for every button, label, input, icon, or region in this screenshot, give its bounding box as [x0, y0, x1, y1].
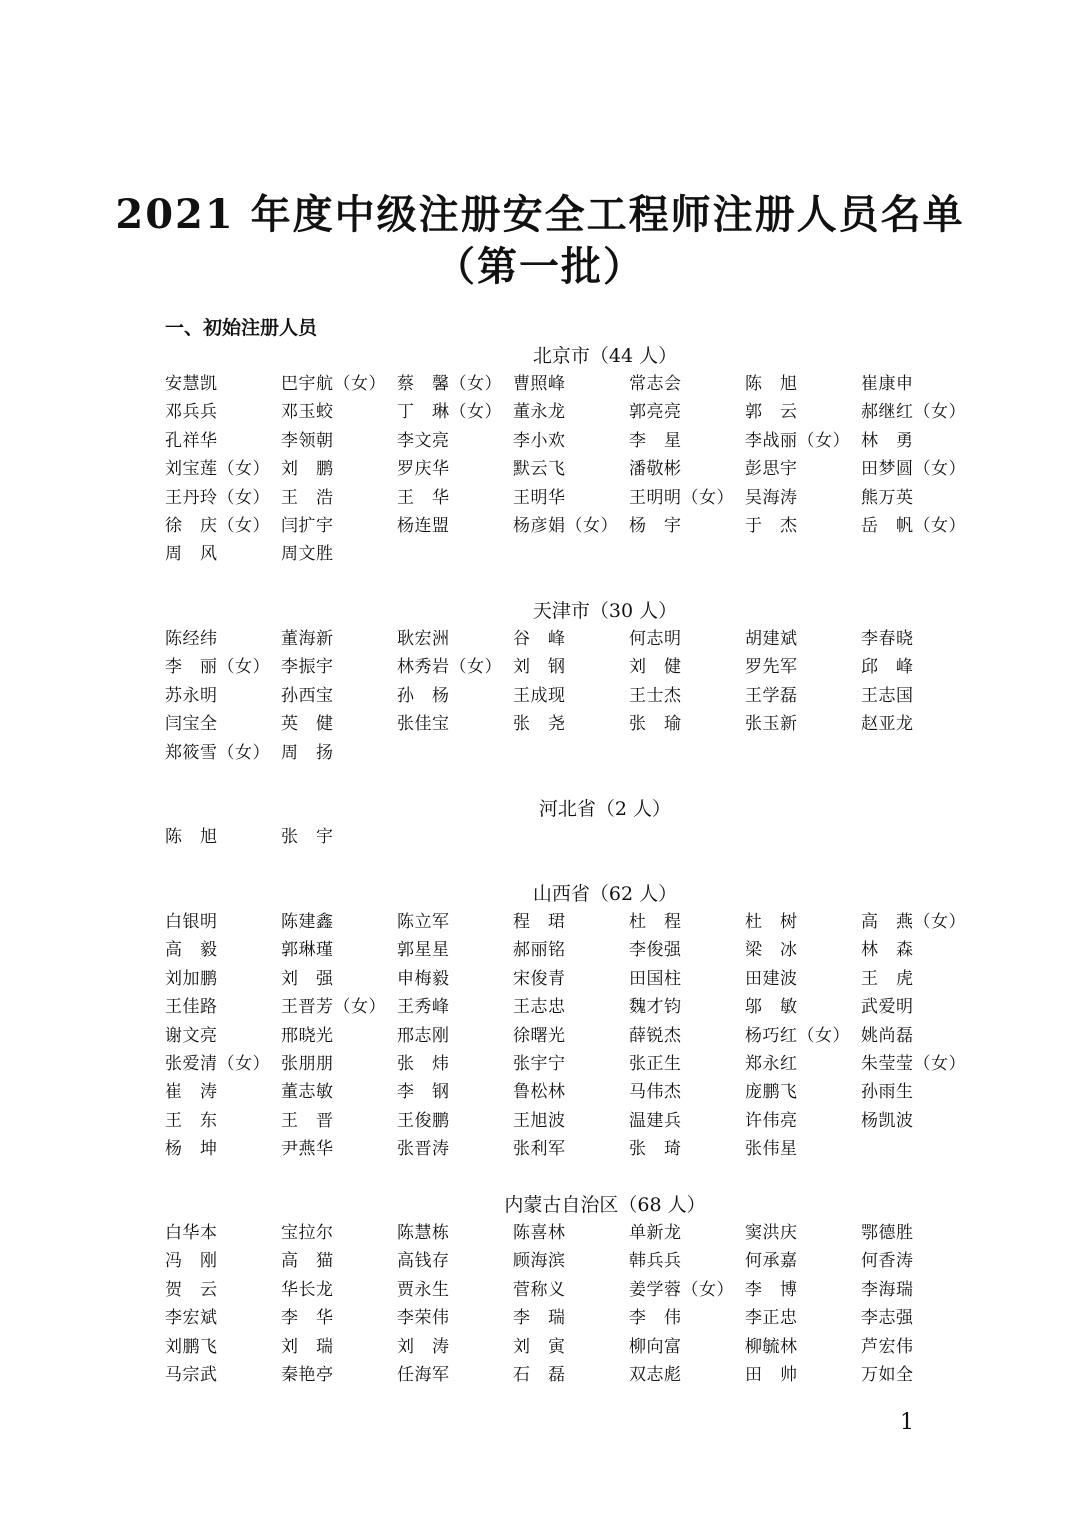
part-heading: 一、初始注册人员	[165, 317, 318, 339]
section-tianjin	[165, 597, 985, 767]
person-name: 双志彪	[629, 1364, 682, 1385]
section-hebei	[165, 795, 985, 851]
person-name: 孙西宝	[281, 685, 334, 706]
person-name: 郝丽铭	[513, 940, 566, 961]
person-name: 陈建鑫	[281, 912, 334, 932]
person-name: 杨彦娟（女）	[513, 515, 618, 536]
person-name: 李小欢	[513, 430, 566, 451]
person-name: 张爱清（女）	[165, 1053, 270, 1074]
person-name: 曹照峰	[513, 374, 566, 394]
person-name: 杨 坤	[165, 1139, 218, 1160]
person-name: 田国柱	[629, 968, 682, 989]
person-name: 宝拉尔	[281, 1223, 334, 1243]
person-name: 张 琦	[629, 1139, 682, 1160]
person-name: 姚尚磊	[861, 1025, 914, 1046]
person-name: 英 健	[281, 714, 334, 735]
person-name: 周文胜	[281, 544, 334, 565]
person-name: 王秀峰	[397, 997, 450, 1018]
section-title: 山西省（62 人）	[532, 883, 678, 905]
person-name: 郑筱雪（女）	[165, 742, 270, 763]
name-grid	[165, 625, 985, 767]
person-name: 李振宇	[281, 657, 334, 678]
person-name: 宋俊青	[513, 968, 566, 989]
person-name: 杜 程	[629, 912, 682, 932]
person-name: 周 扬	[281, 742, 334, 763]
person-name: 陈 旭	[745, 374, 798, 394]
person-name: 陈喜林	[513, 1223, 566, 1243]
person-name: 李 博	[745, 1279, 798, 1300]
person-name: 王明华	[513, 487, 566, 508]
person-name: 李志强	[861, 1308, 914, 1329]
person-name: 熊万英	[861, 487, 914, 508]
person-name: 闫宝全	[165, 714, 218, 735]
person-name: 王明明（女）	[629, 487, 734, 508]
section-beijing	[165, 342, 985, 569]
person-name: 冯 刚	[165, 1251, 218, 1272]
person-name: 王士杰	[629, 685, 682, 706]
person-name: 杨 宇	[629, 515, 682, 536]
person-name: 菅称义	[513, 1279, 566, 1300]
person-name: 林 勇	[861, 430, 914, 451]
person-name: 张 瑜	[629, 714, 682, 735]
person-name: 郭亮亮	[629, 402, 682, 423]
person-name: 赵亚龙	[861, 714, 914, 735]
person-name: 李荣伟	[397, 1308, 450, 1329]
section-title: 河北省（2 人）	[538, 798, 672, 820]
person-name: 常志会	[629, 374, 682, 394]
person-name: 刘鹏飞	[165, 1336, 218, 1357]
person-name: 王佳路	[165, 997, 218, 1018]
person-name: 秦艳亭	[281, 1364, 334, 1385]
person-name: 陈慧栋	[397, 1223, 450, 1243]
person-name: 李正忠	[745, 1308, 798, 1329]
person-name: 高 燕（女）	[861, 912, 966, 932]
person-name: 邱 峰	[861, 657, 914, 678]
person-name: 窦洪庆	[745, 1223, 798, 1243]
person-name: 陈 旭	[165, 827, 218, 847]
person-name: 李 星	[629, 430, 682, 451]
person-name: 张 炜	[397, 1053, 450, 1074]
person-name: 魏才钧	[629, 997, 682, 1018]
person-name: 贺 云	[165, 1279, 218, 1300]
document-subtitle: （第一批）	[435, 243, 645, 290]
person-name: 董志敏	[281, 1082, 334, 1103]
person-name: 杨凯波	[861, 1110, 914, 1131]
person-name: 马伟杰	[629, 1082, 682, 1103]
person-name: 邓兵兵	[165, 402, 218, 423]
person-name: 蔡 馨（女）	[397, 374, 502, 394]
person-name: 田梦圆（女）	[861, 459, 966, 480]
person-name: 杨连盟	[397, 515, 450, 536]
person-name: 陈经纬	[165, 629, 218, 649]
person-name: 张晋涛	[397, 1139, 450, 1160]
person-name: 许伟亮	[745, 1110, 798, 1131]
person-name: 柳毓林	[745, 1336, 798, 1357]
section-title: 内蒙古自治区（68 人）	[504, 1194, 706, 1216]
person-name: 李文亮	[397, 430, 450, 451]
person-name: 罗先军	[745, 657, 798, 678]
person-name: 张 宇	[281, 827, 334, 847]
person-name: 柳向富	[629, 1336, 682, 1357]
person-name: 王旭波	[513, 1110, 566, 1131]
person-name: 张伟星	[745, 1139, 798, 1160]
person-name: 程 珺	[513, 912, 566, 932]
person-name: 梁 冰	[745, 940, 798, 961]
person-name: 耿宏洲	[397, 629, 450, 649]
person-name: 刘 鹏	[281, 459, 334, 480]
person-name: 郑永红	[745, 1053, 798, 1074]
person-name: 安慧凯	[165, 374, 218, 394]
person-name: 默云飞	[513, 459, 566, 480]
person-name: 李领朝	[281, 430, 334, 451]
person-name: 徐 庆（女）	[165, 515, 270, 536]
person-name: 王丹玲（女）	[165, 487, 270, 508]
person-name: 李 伟	[629, 1308, 682, 1329]
person-name: 徐曙光	[513, 1025, 566, 1046]
person-name: 孔祥华	[165, 430, 218, 451]
person-name: 陈立军	[397, 912, 450, 932]
person-name: 单新龙	[629, 1223, 682, 1243]
person-name: 鲁松林	[513, 1082, 566, 1103]
person-name: 贾永生	[397, 1279, 450, 1300]
person-name: 王晋芳（女）	[281, 997, 386, 1018]
person-name: 温建兵	[629, 1110, 682, 1131]
person-name: 罗庆华	[397, 459, 450, 480]
person-name: 崔 涛	[165, 1082, 218, 1103]
person-name: 谢文亮	[165, 1025, 218, 1046]
person-name: 田 帅	[745, 1364, 798, 1385]
person-name: 李 丽（女）	[165, 657, 270, 678]
person-name: 丁 琳（女）	[397, 402, 502, 423]
person-name: 张宇宁	[513, 1053, 566, 1074]
person-name: 郭 云	[745, 402, 798, 423]
person-name: 于 杰	[745, 515, 798, 536]
person-name: 王志国	[861, 685, 914, 706]
person-name: 朱莹莹（女）	[861, 1053, 966, 1074]
person-name: 高钱存	[397, 1251, 450, 1272]
section-shanxi	[165, 880, 985, 1164]
person-name: 吴海涛	[745, 487, 798, 508]
person-name: 李战丽（女）	[745, 430, 850, 451]
person-name: 张利军	[513, 1139, 566, 1160]
section-neimenggu	[165, 1191, 985, 1389]
person-name: 杨巧红（女）	[745, 1025, 850, 1046]
person-name: 高 毅	[165, 940, 218, 961]
person-name: 孙 杨	[397, 685, 450, 706]
person-name: 潘敬彬	[629, 459, 682, 480]
person-name: 刘 强	[281, 968, 334, 989]
person-name: 刘 涛	[397, 1336, 450, 1357]
person-name: 白华本	[165, 1223, 218, 1243]
section-title: 北京市（44 人）	[532, 345, 678, 367]
person-name: 王成现	[513, 685, 566, 706]
person-name: 李海瑞	[861, 1279, 914, 1300]
person-name: 董海新	[281, 629, 334, 649]
person-name: 岳 帆（女）	[861, 515, 966, 536]
person-name: 何志明	[629, 629, 682, 649]
person-name: 杜 树	[745, 912, 798, 932]
person-name: 薛锐杰	[629, 1025, 682, 1046]
person-name: 姜学蓉（女）	[629, 1279, 734, 1300]
person-name: 崔康申	[861, 374, 914, 394]
person-name: 李宏斌	[165, 1308, 218, 1329]
person-name: 张正生	[629, 1053, 682, 1074]
person-name: 郭星星	[397, 940, 450, 961]
person-name: 田建波	[745, 968, 798, 989]
person-name: 彭思宇	[745, 459, 798, 480]
person-name: 林秀岩（女）	[397, 657, 502, 678]
name-grid	[165, 908, 985, 1164]
person-name: 石 磊	[513, 1364, 566, 1385]
page-number: 1	[900, 1410, 914, 1435]
person-name: 谷 峰	[513, 629, 566, 649]
person-name: 周 风	[165, 544, 218, 565]
person-name: 刘加鹏	[165, 968, 218, 989]
person-name: 申梅毅	[397, 968, 450, 989]
person-name: 邢志刚	[397, 1025, 450, 1046]
person-name: 王学磊	[745, 685, 798, 706]
person-name: 王 虎	[861, 968, 914, 989]
person-name: 庞鹏飞	[745, 1082, 798, 1103]
person-name: 郭琳瑾	[281, 940, 334, 961]
person-name: 任海军	[397, 1364, 450, 1385]
person-name: 张 尧	[513, 714, 566, 735]
person-name: 邢晓光	[281, 1025, 334, 1046]
person-name: 郝继红（女）	[861, 402, 966, 423]
person-name: 李春晓	[861, 629, 914, 649]
person-name: 何承嘉	[745, 1251, 798, 1272]
person-name: 张玉新	[745, 714, 798, 735]
name-grid	[165, 1219, 985, 1389]
person-name: 白银明	[165, 912, 218, 932]
person-name: 李 瑞	[513, 1308, 566, 1329]
section-title: 天津市（30 人）	[532, 600, 678, 622]
person-name: 武爱明	[861, 997, 914, 1018]
person-name: 邬 敏	[745, 997, 798, 1018]
person-name: 韩兵兵	[629, 1251, 682, 1272]
person-name: 王 华	[397, 487, 450, 508]
person-name: 刘 瑞	[281, 1336, 334, 1357]
person-name: 林 森	[861, 940, 914, 961]
person-name: 闫扩宇	[281, 515, 334, 536]
person-name: 李 钢	[397, 1082, 450, 1103]
person-name: 王俊鹏	[397, 1110, 450, 1131]
person-name: 刘 钢	[513, 657, 566, 678]
person-name: 苏永明	[165, 685, 218, 706]
person-name: 顾海滨	[513, 1251, 566, 1272]
person-name: 张朋朋	[281, 1053, 334, 1074]
name-grid	[165, 370, 985, 569]
person-name: 刘宝莲（女）	[165, 459, 270, 480]
person-name: 张佳宝	[397, 714, 450, 735]
person-name: 刘 健	[629, 657, 682, 678]
person-name: 李 华	[281, 1308, 334, 1329]
person-name: 王 浩	[281, 487, 334, 508]
person-name: 李俊强	[629, 940, 682, 961]
person-name: 鄂德胜	[861, 1223, 914, 1243]
person-name: 何香涛	[861, 1251, 914, 1272]
person-name: 王 晋	[281, 1110, 334, 1131]
name-grid	[165, 823, 985, 851]
person-name: 王志忠	[513, 997, 566, 1018]
person-name: 芦宏伟	[861, 1336, 914, 1357]
person-name: 胡建斌	[745, 629, 798, 649]
person-name: 马宗武	[165, 1364, 218, 1385]
document-title: 2021 年度中级注册安全工程师注册人员名单	[115, 191, 965, 238]
person-name: 华长龙	[281, 1279, 334, 1300]
person-name: 尹燕华	[281, 1139, 334, 1160]
person-name: 巴宇航（女）	[281, 374, 386, 394]
person-name: 王 东	[165, 1110, 218, 1131]
person-name: 高 猫	[281, 1251, 334, 1272]
person-name: 万如全	[861, 1364, 914, 1385]
person-name: 刘 寅	[513, 1336, 566, 1357]
person-name: 董永龙	[513, 402, 566, 423]
person-name: 邓玉蛟	[281, 402, 334, 423]
person-name: 孙雨生	[861, 1082, 914, 1103]
